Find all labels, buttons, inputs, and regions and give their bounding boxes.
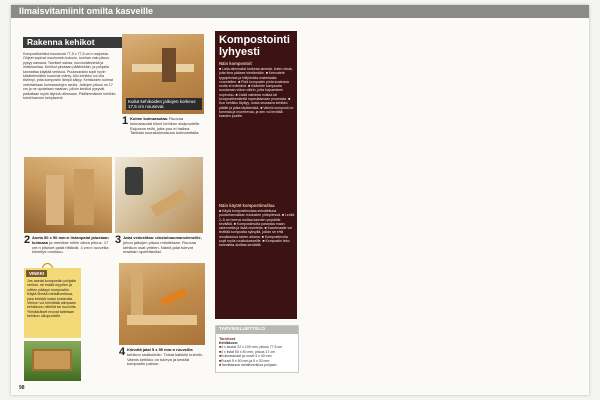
tools-list: [219, 341, 295, 367]
page-number: 98: [19, 385, 25, 391]
step-text-3: [123, 236, 205, 264]
photo-frames-on-grass: [24, 341, 81, 381]
tip-box: [24, 268, 81, 338]
tip-label: VINKKI: [26, 270, 47, 277]
list-item: ■ Ruuvit 5 x 50 mm ja 5 x 30 mm: [219, 359, 295, 363]
sidebar-subtitle-1: Näin kompostoit: [219, 61, 252, 66]
page-header-bar: [11, 5, 589, 18]
step-body-1: Ruuvaa kulmaraudat kiinni kehikon sisäpuolelle. Esiporaa reiät, jotta puu ei halkea. Tarkista suorakulmaisuus kulmamitalla.: [130, 117, 201, 136]
sidebar-title: Kompostointi lyhyesti: [219, 34, 290, 58]
photo-corner-screwing: [122, 34, 204, 114]
section-title: Rakenna kehikot: [23, 37, 125, 48]
list-item: ■ Tarvittaessa metalliverkkoa pohjaan: [219, 363, 295, 367]
magazine-page: [11, 5, 589, 395]
step-number-4: 4: [119, 346, 126, 358]
step-body-2: ja merkitse niihin oikea pituus. 17 cm:n pituiset palat riittävät. 4 cm:n ruuveilla kiinnitys onnistuu.: [32, 239, 109, 255]
step-text-4: [127, 348, 205, 376]
photo-assembling-frame: [119, 263, 205, 345]
step-text-1: [130, 117, 204, 147]
tools-heading: TARVIKELUETTELO: [216, 326, 298, 334]
page-header-title: Ilmaisvitamiinit omilta kasveille: [19, 6, 154, 16]
photo-caption: Kuilut kehikoiden jalkojen korkeus 17,5 cm nousevat.: [126, 98, 202, 110]
sidebar-text-2: ■ Käytä kompostimultaa sekoitettuna puutarhamultaan istutusten yhteydessä. ■ Levitä 2–5 cm kerros multaa kasvien ympärille keväällä. ■ Kompostimulta parantaa maan rakennetta ja lisää ravinteita. ■ Kasvimaalle voi levittää kompostia syksyllä, jolloin se ehtii muokkautua talven aikana. ■ Kompostimulta sopii myös ruukkukasveille. ■ Kompostin teko kannattaa aloittaa keväällä.: [219, 209, 295, 248]
step-body-4: kehikon sisäkulmiin. Toista kaikkiin kulmiin. Valmis kehikko on tukeva ja kestää kompostin painon.: [127, 351, 203, 367]
intro-text: Kompostikehikot koostuvat 77,5 x 77,5 cm:n sarjoista. Ohjeet sopivat muuhunkin kokoon, kunhan vain pituus pysyy samana. Tarvitset sahaa, ruuvinväännintä ja mittanauhaa. Kehikot pinotaan päällekkäin, ja pohjalla kannattaa käyttää verkkoa. Puutavaraksi sopii hyvin käsittelemätön kuusi tai mänty. Alin kehikko voi olla tiiviimpi, jotta kompostin lämpö säilyy. Kehikoiden kulmat vahvistetaan kulmarautojen avulla. Jalkojen pituus on 17 cm ja ne upotetaan maahan, jolloin kehikot pysyvät paikallaan myös täynnä ollessaan. Päällimmäinen kehikko toimii kannen kehyksenä.: [23, 52, 116, 101]
step-body-3: johon jalkojen pituus mitoitetaan. Ruuvaa kehikon osat yhteen. Nämä jalat tulevat maahan upotettaviksi.: [123, 239, 196, 255]
step-number-3: 3: [115, 234, 122, 246]
tip-text: Jos asetat kompostiin pohjalle verkon, se estää myyrien ja rottien pääsyn kompostiin. Käytä tiheää metalliverkkoa, joka kestää maan kosteutta. Verkon voi kiinnittää alimpaan kehikkoon niiteillä tai ruuveilla. Ylimääräiset reunat taitetaan kehikon ulkopuolelle.: [27, 279, 77, 319]
step-number-2: 2: [24, 234, 31, 246]
step-bold-1: Kolme kulmarautaa.: [130, 117, 169, 121]
list-item: ■ 4 x laudat 22 x 100 mm, pituus 77,5 cm: [219, 345, 295, 349]
step-bold-2: Aseta 50 x 50 mm:n listanpalat jalustaan kulmaan: [32, 236, 109, 245]
step-text-2: [32, 236, 112, 264]
step-number-1: 1: [122, 115, 129, 127]
tools-box: [215, 325, 299, 373]
list-item: ■ Kulmaraudat ja ruuvit 4 x 40 mm: [219, 354, 295, 358]
tools-subheading: Tarvitset: [219, 336, 236, 341]
photo-wood-pieces: [24, 157, 112, 233]
tools-list-title: Kehikkoon:: [219, 341, 239, 345]
photo-measuring: [115, 157, 203, 233]
sidebar-subtitle-2: Näin käytät kompostimultaa: [219, 203, 275, 208]
step-bold-4: Kiinnitä jalat 5 x 50 mm:n ruuveilla: [127, 348, 193, 352]
sidebar-composting: [215, 31, 297, 319]
list-item: ■ 4 x listat 50 x 50 mm, pituus 17 cm: [219, 350, 295, 354]
sidebar-text-1: ■ Laita alimmaksi karkeaa ainesta, kuten oksia, jotta ilma pääsee kiertämään. ■ Kerrostele typpipitoista ja hiilipitoista materiaalia vuorotellen. ■ Pidä kompostin pinta kosteana mutta ei märkänä. ■ Kääntele kompostia muutaman viikon välein, jotta hajoaminen nopeutuu. ■ Lisää valmista multaa tai kompostiherätettä nopeuttamaan prosessia. ■ Kun kehikko täyttyy, nosta seuraava kehikko päälle ja jatka täyttämistä. ■ Valmis komposti on tummaa ja murenevaa, ja sen voi levittää kasvien juurille.: [219, 67, 294, 119]
step-bold-3: Jalat vedoslitaa: ulostuloaumanviemeille,: [123, 236, 202, 240]
